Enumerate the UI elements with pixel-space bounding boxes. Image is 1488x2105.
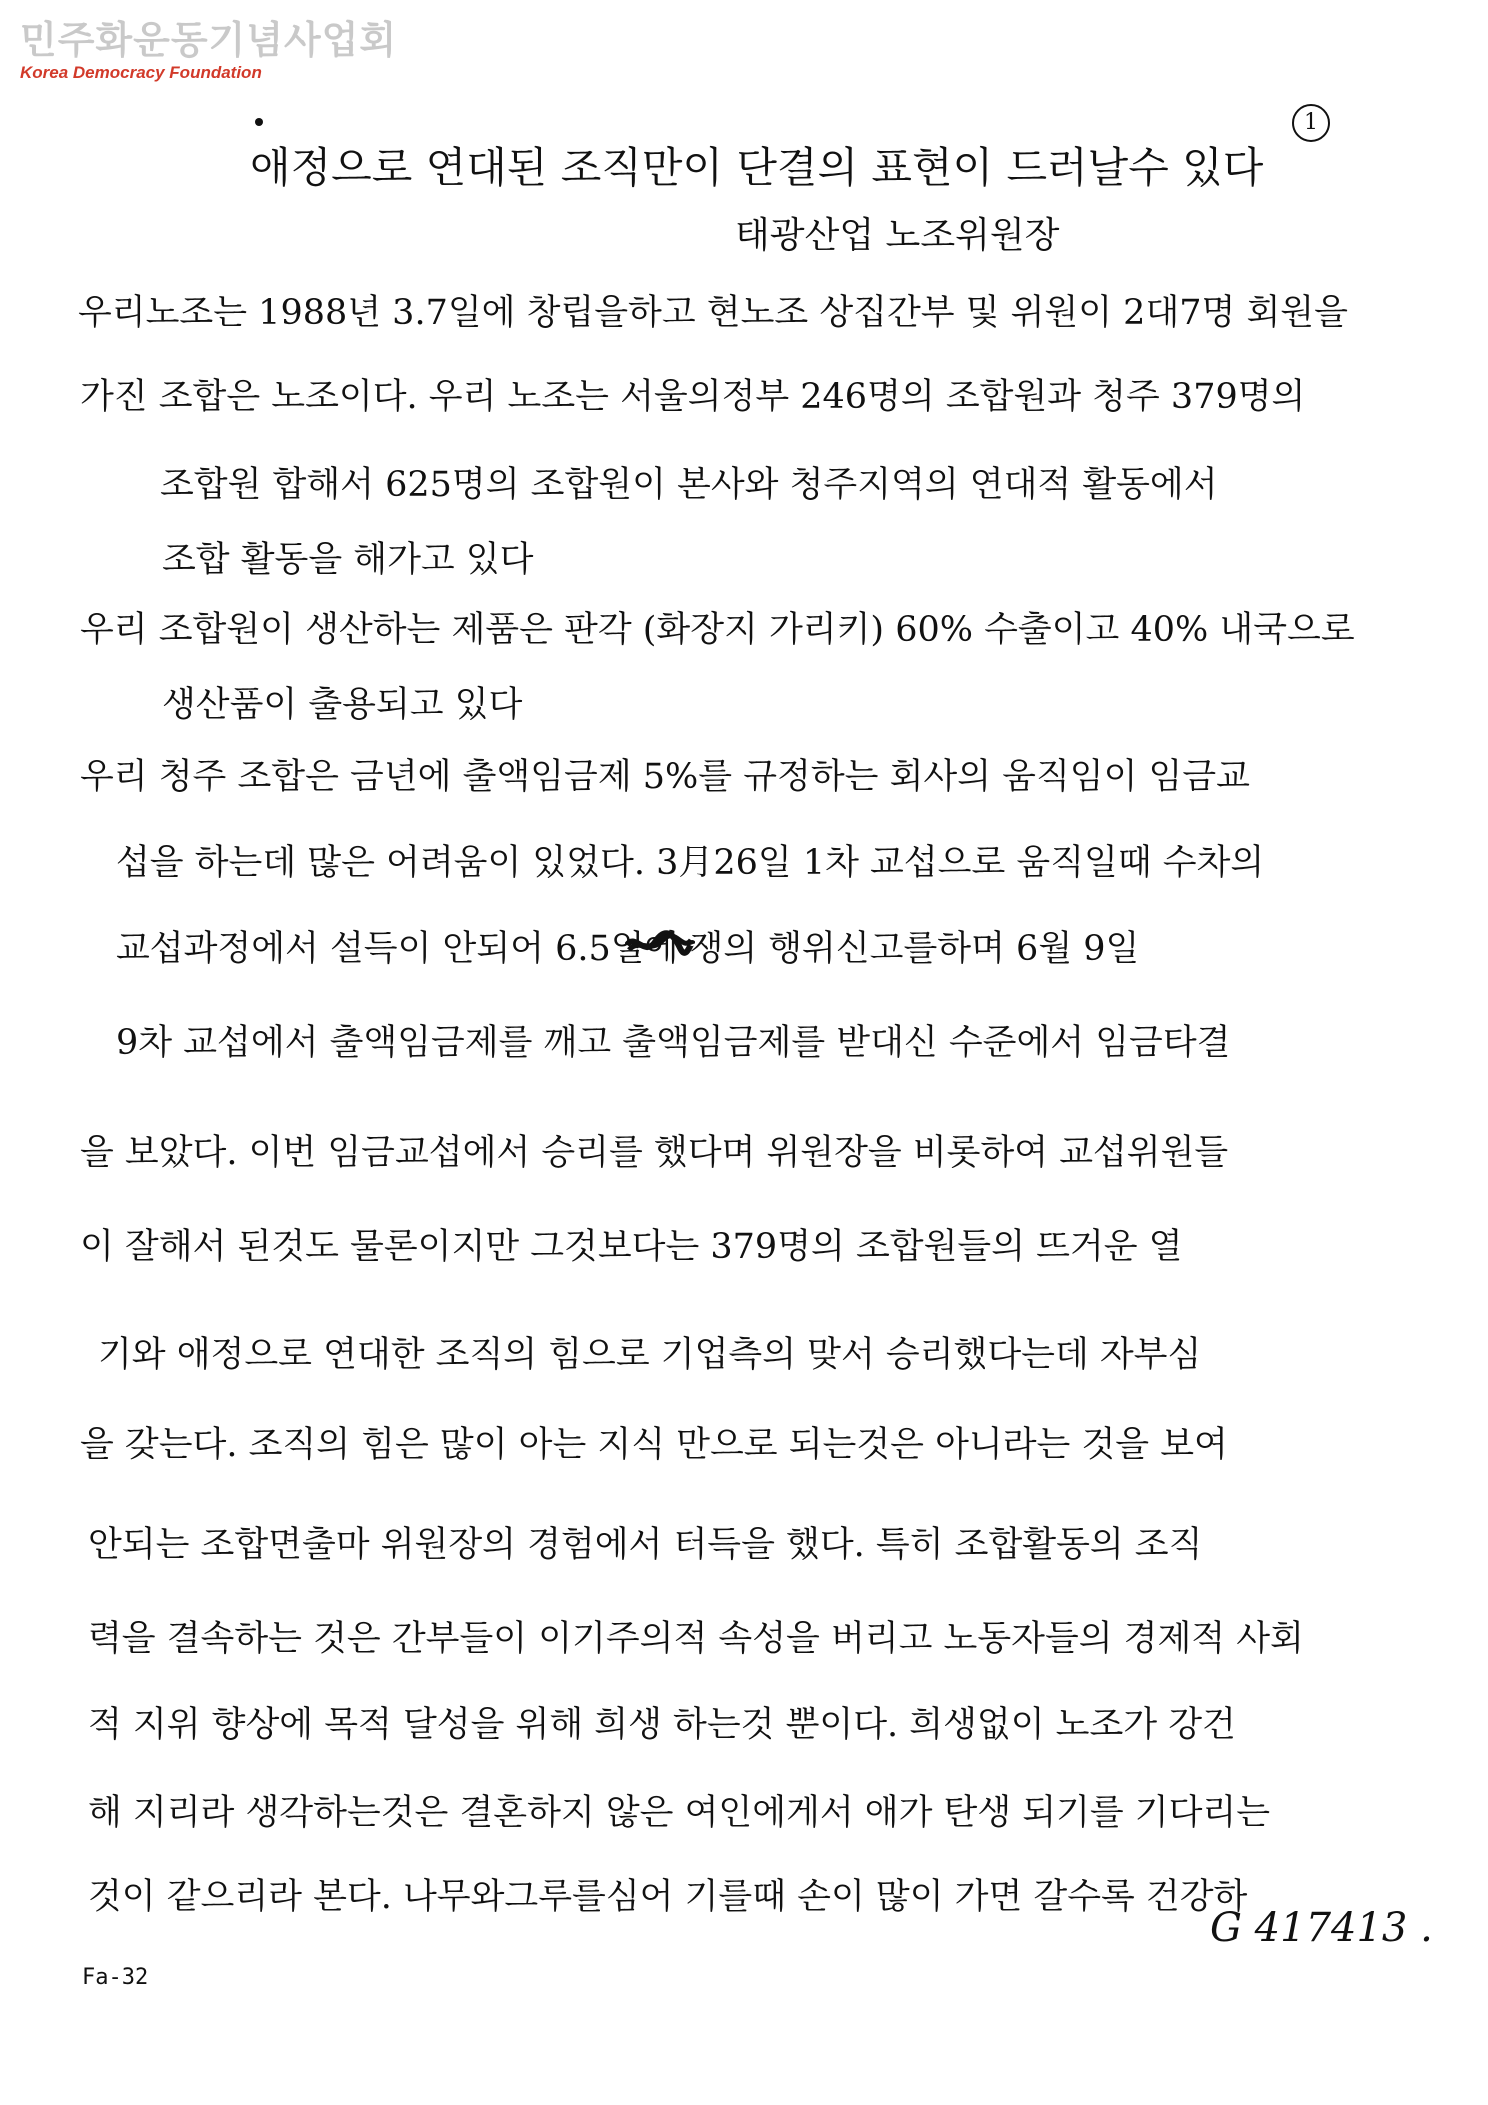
- ink-dot: [255, 118, 263, 126]
- body-line: 력을 결속하는 것은 간부들이 이기주의적 속성을 버리고 노동자들의 경제적 사회: [88, 1619, 1304, 1659]
- body-line: 교섭과정에서 설득이 안되어 6.5일에 쟁의 행위신고를하며 6월 9일: [116, 929, 1140, 969]
- page-number: 1: [1292, 104, 1330, 142]
- document-number: G 417413 .: [1210, 1905, 1433, 1951]
- body-line: 9차 교섭에서 출액임금제를 깨고 출액임금제를 받대신 수준에서 임금타결: [116, 1023, 1231, 1063]
- watermark-english: Korea Democracy Foundation: [20, 63, 262, 82]
- body-line: 우리 청주 조합은 금년에 출액임금제 5%를 규정하는 회사의 움직임이 임금교: [80, 757, 1250, 797]
- body-line: 우리 조합원이 생산하는 제품은 판각 (화장지 가리키) 60% 수출이고 40% 내국으로: [80, 610, 1355, 650]
- body-line: 우리노조는 1988년 3.7일에 창립을하고 현노조 상집간부 및 위원이 2대7명 회원을: [78, 293, 1348, 333]
- body-line: 해 지리라 생각하는것은 결혼하지 않은 여인에게서 애가 탄생 되기를 기다리는: [88, 1793, 1271, 1833]
- body-line: 이 잘해서 된것도 물론이지만 그것보다는 379명의 조합원들의 뜨거운 열: [80, 1227, 1183, 1267]
- crossed-out-scribble: [625, 930, 695, 960]
- document-byline: 태광산업 노조위원장: [735, 215, 1060, 256]
- body-line: 을 보았다. 이번 임금교섭에서 승리를 했다며 위원장을 비롯하여 교섭위원들: [80, 1133, 1229, 1173]
- body-line: 가진 조합은 노조이다. 우리 노조는 서울의정부 246명의 조합원과 청주 379명의: [80, 377, 1306, 417]
- watermark-korean: 민주화운동기념사업회: [20, 18, 398, 62]
- body-line: 조합 활동을 해가고 있다: [162, 540, 534, 580]
- document-title: 애정으로 연대된 조직만이 단결의 표현이 드러날수 있다: [250, 143, 1264, 192]
- body-line: 생산품이 출용되고 있다: [162, 685, 523, 725]
- body-line: 적 지위 향상에 목적 달성을 위해 희생 하는것 뿐이다. 희생없이 노조가 강건: [88, 1705, 1236, 1745]
- body-line: 안되는 조합면출마 위원장의 경험에서 터득을 했다. 특히 조합활동의 조직: [88, 1525, 1203, 1565]
- body-line: 기와 애정으로 연대한 조직의 힘으로 기업측의 맞서 승리했다는데 자부심: [98, 1335, 1202, 1375]
- body-line: 것이 같으리라 본다. 나무와그루를심어 기를때 손이 많이 가면 갈수록 건강하: [88, 1877, 1248, 1917]
- footer-code: Fa-32: [82, 1965, 149, 1990]
- body-line: 을 갖는다. 조직의 힘은 많이 아는 지식 만으로 되는것은 아니라는 것을 보여: [80, 1425, 1228, 1465]
- watermark: [20, 20, 397, 84]
- body-line: 섭을 하는데 많은 어려움이 있었다. 3月26일 1차 교섭으로 움직일때 수차의: [116, 843, 1265, 883]
- body-line: 조합원 합해서 625명의 조합원이 본사와 청주지역의 연대적 활동에서: [160, 465, 1218, 505]
